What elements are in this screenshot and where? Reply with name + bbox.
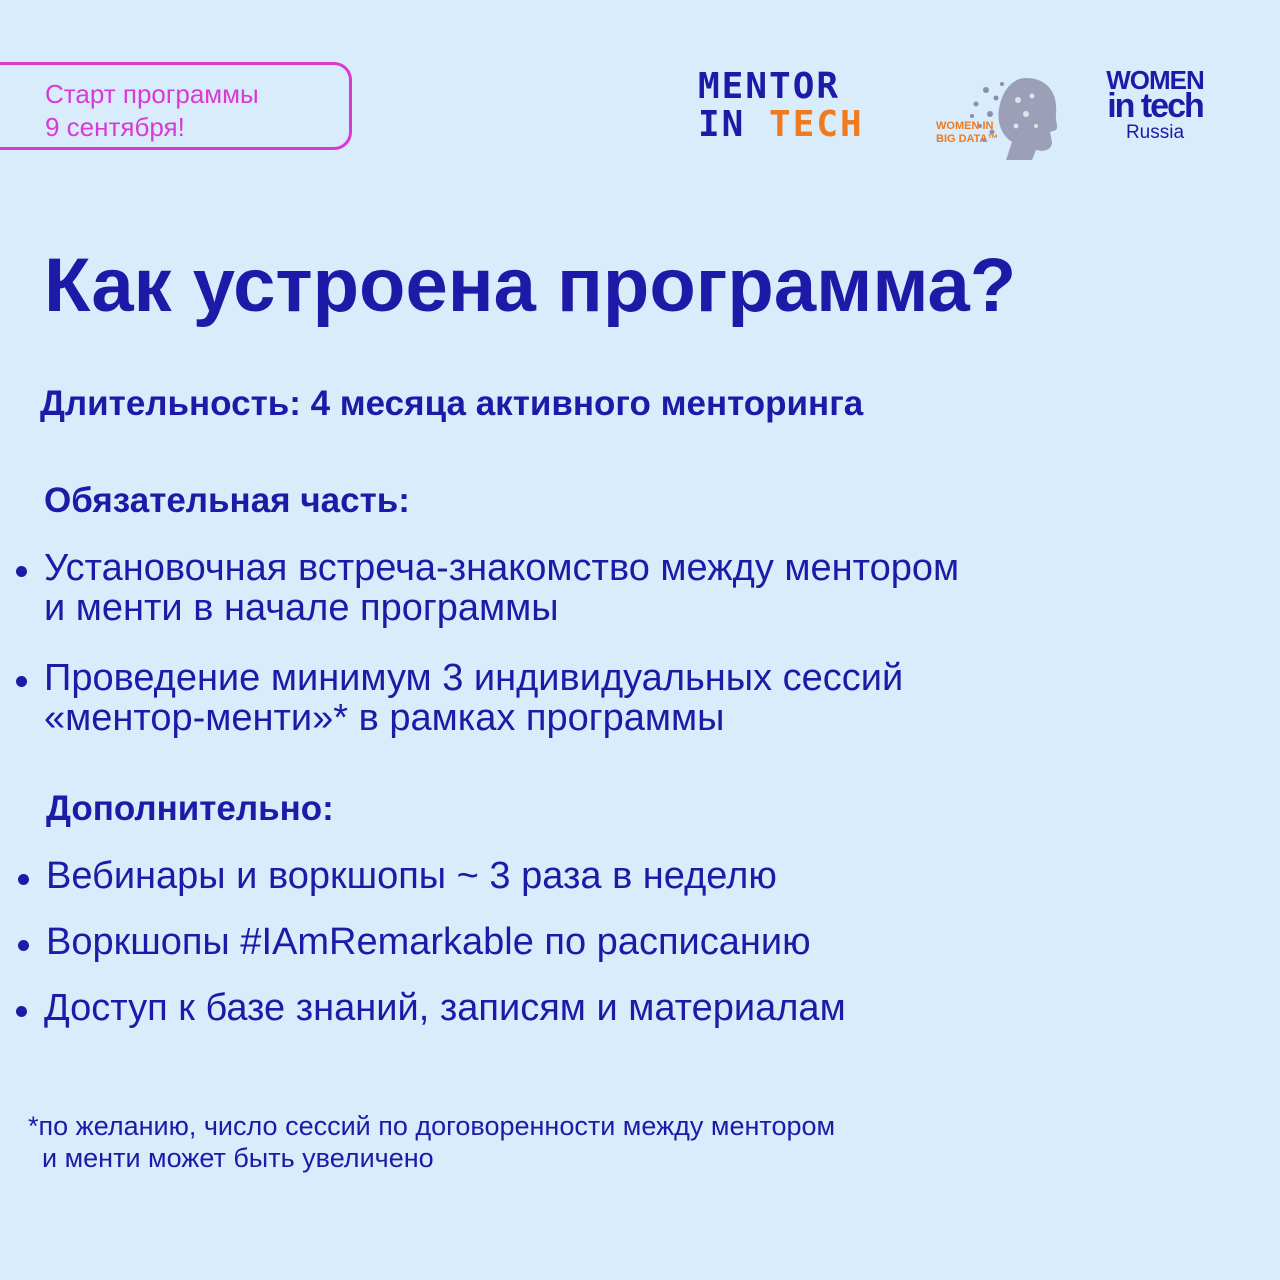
partner-logos bbox=[0, 60, 1280, 160]
wit-logo-line-2: in tech bbox=[1107, 87, 1203, 125]
page-title: Как устроена программа? bbox=[44, 243, 1017, 328]
list-item-line-1: Установочная встреча-знакомство между ментором bbox=[44, 547, 960, 589]
women-in-tech-russia-logo bbox=[1090, 65, 1220, 144]
footnote-line-1: *по желанию, число сессий по договоренности между ментором bbox=[28, 1111, 836, 1141]
list-item-text: Доступ к базе знаний, записям и материалам bbox=[44, 987, 846, 1029]
additional-heading: Дополнительно: bbox=[46, 789, 334, 828]
mentor-logo-line-1: MENTOR bbox=[698, 66, 841, 107]
footnote bbox=[28, 1110, 835, 1174]
head-dots-icon bbox=[966, 70, 1066, 160]
wit-logo-line-1: WOMEN bbox=[1106, 65, 1204, 95]
list-item-line-2: «ментор-менти»* в рамках программы bbox=[44, 697, 725, 739]
mentor-logo-line-2 bbox=[698, 106, 864, 144]
list-item-text: Вебинары и воркшопы ~ 3 раза в неделю bbox=[46, 855, 777, 897]
program-duration: Длительность: 4 месяца активного менторинга bbox=[40, 384, 864, 423]
list-item bbox=[12, 856, 777, 896]
wibd-logo-text bbox=[936, 120, 999, 146]
wibd-logo-line-2: BIG DATA™ bbox=[936, 133, 999, 145]
wit-logo-line-3: Russia bbox=[1125, 122, 1185, 143]
bullet-icon bbox=[18, 940, 29, 951]
list-item bbox=[12, 922, 811, 962]
list-item bbox=[10, 658, 903, 738]
mandatory-heading: Обязательная часть: bbox=[44, 481, 410, 520]
badge-line-2: 9 сентября! bbox=[45, 112, 185, 142]
mentor-in-tech-logo bbox=[698, 68, 864, 144]
badge-line-1: Старт программы bbox=[45, 79, 259, 109]
wibd-logo-line-1: WOMEN IN bbox=[936, 120, 994, 132]
bullet-icon bbox=[18, 874, 29, 885]
bullet-icon bbox=[16, 676, 27, 687]
bullet-icon bbox=[16, 1006, 27, 1017]
list-item bbox=[10, 988, 846, 1028]
mentor-logo-tech: TECH bbox=[769, 104, 864, 145]
mentor-logo-in: IN bbox=[698, 104, 770, 145]
bullet-icon bbox=[16, 566, 27, 577]
list-item bbox=[10, 548, 959, 628]
list-item-line-1: Проведение минимум 3 индивидуальных сессий bbox=[44, 657, 904, 699]
list-item-text: Воркшопы #IAmRemarkable по расписанию bbox=[46, 921, 811, 963]
list-item-line-2: и менти в начале программы bbox=[44, 587, 559, 629]
footnote-line-2: и менти может быть увеличено bbox=[42, 1143, 434, 1173]
women-in-big-data-logo bbox=[936, 70, 1066, 160]
